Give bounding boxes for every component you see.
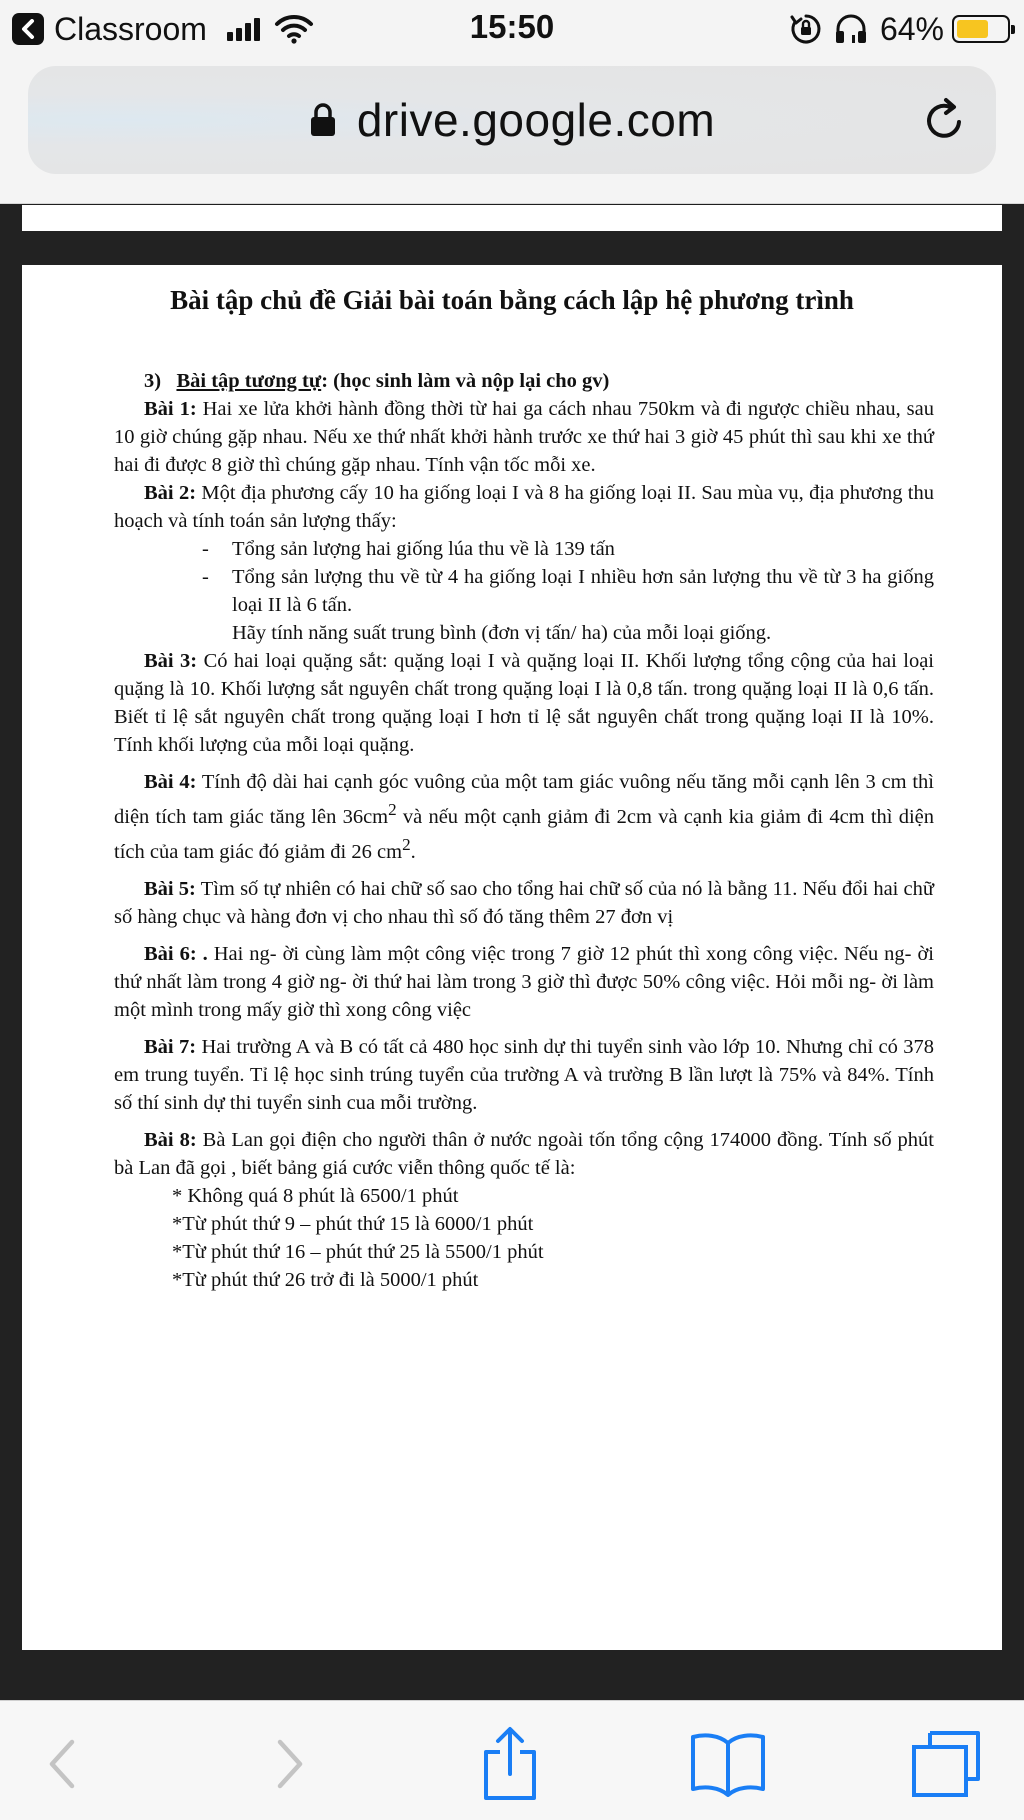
forward-button[interactable] [250,1729,330,1799]
url-text: drive.google.com [356,94,716,146]
exercise-7-text: Hai trường A và B có tất cả 480 học sinh dự thi tuyển sinh vào lớp 10. Nhưng chỉ có 378 em trung tuyển. Tỉ lệ học sinh trúng tuyển của trường A và trường B lần lượt là 75% và 84%. Tính số thí sinh dự thi tuyển sinh cua mỗi trường. [114,1035,935,1114]
exercise-6 [114,940,934,1024]
price-item: * Không quá 8 phút là 6500/1 phút [172,1184,459,1207]
section-title: Bài tập tương tự [176,370,322,392]
exercise-1-label: Bài 1: [144,398,197,420]
exercise-4-sup-b: 2 [402,834,411,854]
document-viewer[interactable] [0,205,1024,1700]
browser-toolbar [0,1700,1024,1820]
back-app-label: Classroom [54,10,207,47]
back-icon [42,1736,82,1792]
exercise-2-bullet-text: Tổng sản lượng hai giống lúa thu về là 139 tấn [232,538,615,560]
share-button[interactable] [470,1729,550,1799]
exercise-7-label: Bài 7: [144,1035,197,1058]
battery-percent: 64% [879,10,944,47]
exercise-3-text: Có hai loại quặng sắt: quặng loại I và quặng loại II. Khối lượng tổng cộng của hai loại quặng là 10. Khối lượng sắt nguyên chất trong quặng loại I là 0,8 tấn. trong quặng loại II là 0,6 tấn. Biết tỉ lệ sắt nguyên chất trong quặng loại I hơn tỉ lệ sắt nguyên chất trong quặng loại II là 10%. Tính khối lượng của mỗi loại quặng. [114,650,934,756]
exercise-3 [114,647,934,759]
headphones-icon [834,13,868,45]
document-title: Bài tập chủ đề Giải bài toán bằng cách lập hệ phương trình [170,285,854,315]
exercise-2 [114,479,934,535]
price-item: *Từ phút thứ 26 trở đi là 5000/1 phút [172,1268,479,1291]
exercise-2-bullet-text: Tổng sản lượng thu về từ 4 ha giống loại I nhiều hơn sản lượng thu về từ 3 ha giống loại II là 6 tấn. [232,566,934,616]
exercise-7 [114,1033,934,1117]
back-button[interactable] [22,1729,102,1799]
forward-icon [270,1736,310,1792]
exercise-2-label: Bài 2: [144,482,197,504]
exercise-3-label: Bài 3: [144,650,198,672]
section-heading [114,367,934,395]
exercise-5-label: Bài 5: [144,877,196,900]
exercise-4-text-a: Tính độ dài hai cạnh góc vuông của một tam giác vuông nếu tăng mỗi cạnh lên 3 cm thì diện tích tam giác tăng lên 36cm [114,771,934,828]
status-time: 15:50 [469,8,555,45]
exercise-5-text: Tìm số tự nhiên có hai chữ số sao cho tổng hai chữ số của nó là bằng 11. Nếu đổi hai chữ số hàng chục và hàng đơn vị cho nhau thì số đó tăng thêm 27 đơn vị [114,877,935,928]
exercise-1-text: Hai xe lửa khởi hành đồng thời từ hai ga cách nhau 750km và đi ngược chiều nhau, sau 10 giờ chúng gặp nhau. Nếu xe thứ nhất khởi hành trước xe thứ hai 3 giờ 45 phút thì sau khi xe thứ hai đi được 8 giờ thì chúng gặp nhau. Tính vận tốc mỗi xe. [114,398,934,476]
share-icon [480,1726,540,1802]
section-number: 3) [144,370,162,392]
exercise-1 [114,395,934,479]
battery-level [957,20,988,38]
exercise-8-label: Bài 8: [144,1128,197,1151]
exercise-4-sup-a: 2 [388,800,397,819]
exercise-2-question: Hãy tính năng suất trung bình (đơn vị tấn/ ha) của mỗi loại giống. [232,622,772,644]
document-page [22,265,1002,1650]
reload-icon[interactable] [920,96,968,144]
exercise-8 [114,1126,934,1182]
bookmarks-button[interactable] [688,1729,768,1799]
status-bar [0,0,1024,58]
bookmarks-icon [689,1731,767,1797]
address-bar[interactable] [28,66,996,174]
previous-page-edge [22,205,1002,231]
exercise-6-label: Bài 6: . [144,942,208,965]
price-item: *Từ phút thứ 9 – phút thứ 15 là 6000/1 phút [172,1212,534,1235]
tabs-icon [910,1729,982,1799]
exercise-8-text: Bà Lan gọi điện cho người thân ở nước ngoài tốn tổng cộng 174000 đồng. Tính số phút bà Lan đã gọi , biết bảng giá cước viễn thông quốc tế là: [114,1128,935,1179]
exercise-4-text-c: . [410,840,416,863]
exercise-4-label: Bài 4: [144,771,197,793]
browser-address-area [0,58,1024,204]
document-body [114,367,934,1294]
exercise-4 [114,768,934,866]
exercise-4-text-b: và nếu một cạnh giảm đi 2cm và cạnh kia giảm đi 4cm thì diện tích của tam giác đó giảm đi 26 cm [114,805,934,863]
exercise-2-text: Một địa phương cấy 10 ha giống loại I và 8 ha giống loại II. Sau mùa vụ, địa phương thu hoạch và tính toán sản lượng thấy: [114,482,934,532]
lock-icon [309,102,337,138]
price-item: *Từ phút thứ 16 – phút thứ 25 là 5500/1 phút [172,1240,544,1263]
section-note: : (học sinh làm và nộp lại cho gv) [321,370,610,392]
exercise-5 [114,875,934,931]
rotation-lock-icon [790,13,822,45]
battery-icon [952,15,1010,43]
exercise-6-text: Hai ng- ời cùng làm một công việc trong 7 giờ 12 phút thì xong công việc. Nếu ng- ời thứ nhất làm trong 4 giờ ng- ời thứ hai làm trong 3 giờ thì được 50% công việc. Hỏi mỗi ng- ời làm một mình trong mấy giờ thì xong công việc [114,942,934,1021]
tabs-button[interactable] [906,1729,986,1799]
exercise-2-bullet: - Tổng sản lượng thu về từ 4 ha giống loại I nhiều hơn sản lượng thu về từ 3 ha giống loại II là 6 tấn. [202,566,934,616]
exercise-2-bullet: - Tổng sản lượng hai giống lúa thu về là 139 tấn [202,538,615,560]
